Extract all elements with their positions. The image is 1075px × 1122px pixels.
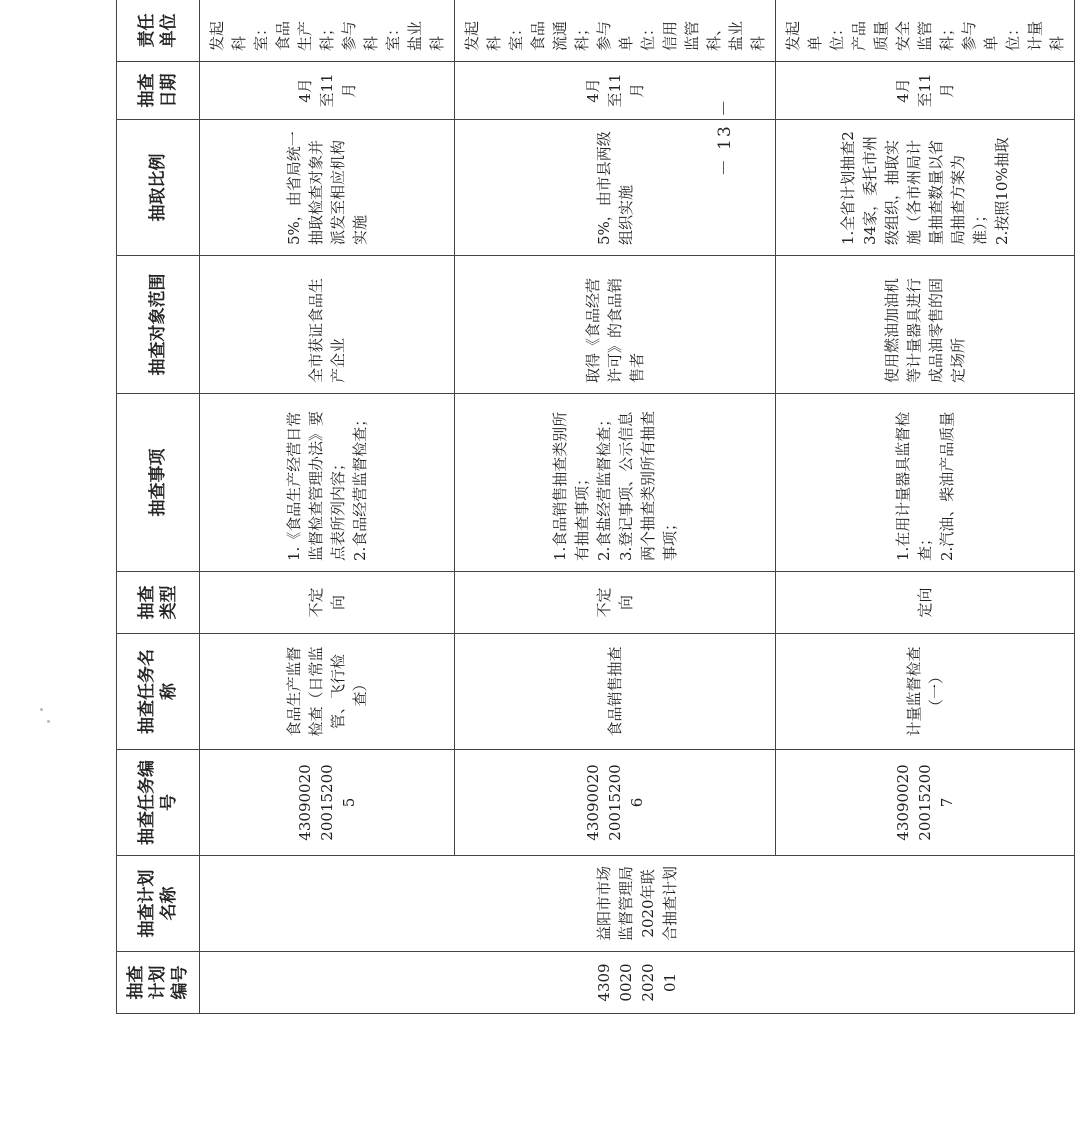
ratio-line: 2.按照10%抽取 <box>993 137 1011 245</box>
items-cell <box>776 394 1075 572</box>
item-line: 3.登记事项、公示信息两个抽查类别所有抽查事项； <box>617 410 679 561</box>
header-items: 抽查事项 <box>117 394 200 572</box>
header-unit: 责任单位 <box>117 0 200 62</box>
item-line: 1.《食品生产经营日常监督检查管理办法》要点表所列内容； <box>285 410 347 561</box>
task-name-cell: 食品生产监督检查（日常监管、飞行检查） <box>200 634 455 750</box>
type-cell: 定向 <box>776 572 1075 634</box>
task-id-cell: 43090020200152007 <box>776 750 1075 856</box>
page-number: － 13 － <box>715 97 735 177</box>
type-cell: 不定向 <box>455 572 776 634</box>
ratio-line: 5%，由市县两级组织实施 <box>595 131 635 245</box>
plan-name-cell: 益阳市市场监督管理局2020年联合抽查计划 <box>200 856 1075 952</box>
ratio-cell <box>200 120 455 256</box>
header-ratio: 抽取比例 <box>117 120 200 256</box>
type-cell: 不定向 <box>200 572 455 634</box>
header-task-id: 抽查任务编号 <box>117 750 200 856</box>
scope-cell: 使用燃油加油机等计量器具进行成品油零售的固定场所 <box>776 256 1075 394</box>
item-line: 1.在用计量器具监督检查； <box>894 411 934 561</box>
plan-id-cell: 43090020202001 <box>200 952 1075 1014</box>
header-plan-name: 抽查计划名称 <box>117 856 200 952</box>
unit-cell: 发起科室：食品生产科；参与科室：盐业科 <box>200 0 455 62</box>
ratio-line: 5%，由省局统一抽取检查对象并派发至相应机构实施 <box>285 131 369 245</box>
task-id-cell: 43090020200152005 <box>200 750 455 856</box>
task-id-cell: 43090020200152006 <box>455 750 776 856</box>
ratio-line: 1.全省计划抽查234家，委托市州级组织，抽取实施（各市州局计量抽查数量以省局抽查方案为准）； <box>839 131 989 245</box>
inspection-plan-table <box>116 0 1075 1014</box>
ratio-cell <box>776 120 1075 256</box>
items-cell <box>200 394 455 572</box>
item-line: 2.食盐经营监督检查； <box>595 411 613 561</box>
header-date: 抽查日期 <box>117 62 200 120</box>
date-cell: 4月至11月 <box>455 62 776 120</box>
header-task-name: 抽查任务名称 <box>117 634 200 750</box>
task-name-cell: 食品销售抽查 <box>455 634 776 750</box>
item-line: 2.汽油、柴油产品质量 <box>938 411 956 561</box>
table-row <box>200 0 455 1014</box>
scope-cell: 全市获证食品生产企业 <box>200 256 455 394</box>
scope-cell: 取得《食品经营许可》的食品销售者 <box>455 256 776 394</box>
items-cell <box>455 394 776 572</box>
date-cell: 4月至11月 <box>200 62 455 120</box>
date-cell: 4月至11月 <box>776 62 1075 120</box>
task-name-cell: 计量监督检查（一） <box>776 634 1075 750</box>
header-row <box>117 0 200 1014</box>
item-line: 1.食品销售抽查类别所有抽查事项； <box>551 411 591 561</box>
header-plan-id: 抽查计划编号 <box>117 952 200 1014</box>
unit-cell: 发起科室：食品流通科；参与单位：信用监管科、盐业科 <box>455 0 776 62</box>
unit-cell: 发起单位：产品质量安全监管科；参与单位：计量科 <box>776 0 1075 62</box>
header-type: 抽查类型 <box>117 572 200 634</box>
header-scope: 抽查对象范围 <box>117 256 200 394</box>
item-line: 2.食品经营监督检查； <box>351 411 369 561</box>
